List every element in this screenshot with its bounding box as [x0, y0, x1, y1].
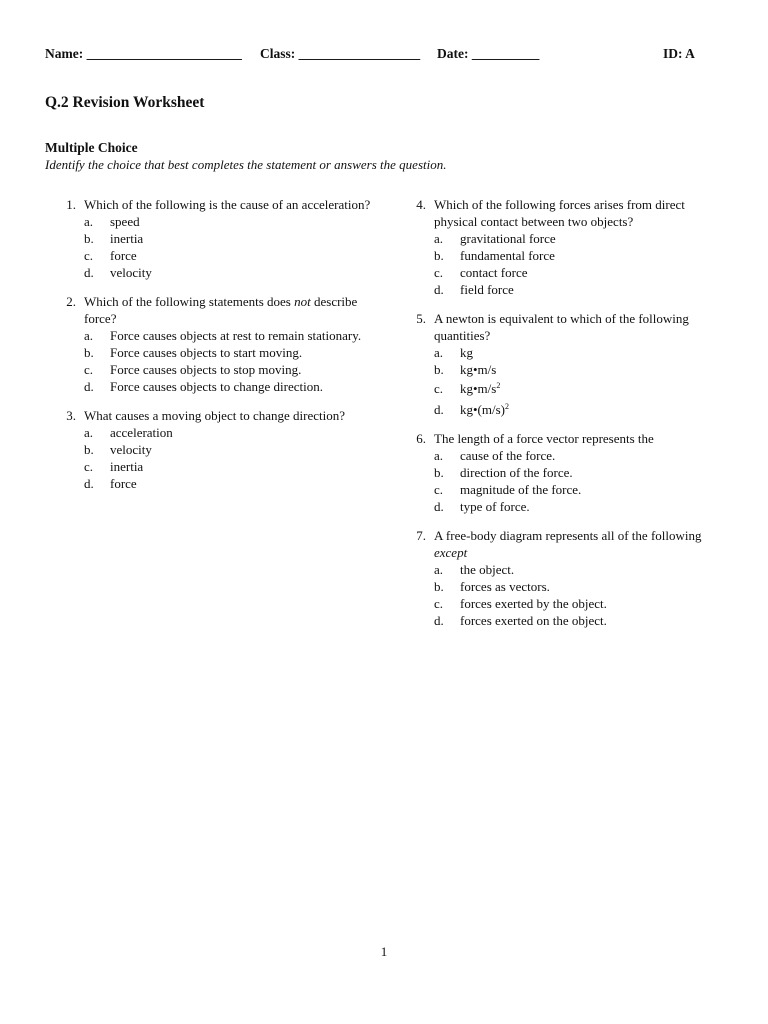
- question-5: [408, 310, 730, 418]
- option-letter: a.: [84, 425, 94, 440]
- option-text: Force causes objects to stop moving.: [110, 362, 302, 377]
- option-letter: c.: [84, 248, 94, 263]
- option-letter: d.: [434, 402, 444, 417]
- option-text: contact force: [460, 265, 528, 280]
- answer-option-c: [434, 264, 730, 281]
- answer-option-d: [84, 378, 378, 395]
- question-emphasis: not: [294, 294, 311, 309]
- questions-column-right: [408, 196, 730, 641]
- answer-option-d: [84, 264, 378, 281]
- option-letter: b.: [84, 345, 94, 360]
- option-letter: c.: [434, 381, 444, 396]
- answer-option-d: [434, 281, 730, 298]
- exponent: 2: [505, 402, 509, 411]
- question-number: 2.: [66, 294, 76, 309]
- option-letter: d.: [434, 499, 444, 514]
- date-field-label: Date: __________: [437, 46, 540, 61]
- option-text: force: [110, 476, 137, 491]
- questions-column-left: [58, 196, 378, 504]
- option-text: direction of the force.: [460, 465, 573, 480]
- answer-option-b: [434, 464, 730, 481]
- option-letter: b.: [84, 231, 94, 246]
- option-letter: c.: [84, 459, 94, 474]
- option-letter: d.: [84, 379, 94, 394]
- id-label: ID: A: [663, 46, 695, 61]
- question-number: 3.: [66, 408, 76, 423]
- question-number: 7.: [416, 528, 426, 543]
- answer-option-c: [84, 247, 378, 264]
- option-letter: a.: [434, 562, 444, 577]
- question-3: [58, 407, 378, 492]
- option-text: cause of the force.: [460, 448, 556, 463]
- option-text: forces exerted on the object.: [460, 613, 607, 628]
- answer-option-b: [84, 441, 378, 458]
- option-text: field force: [460, 282, 514, 297]
- option-text: speed: [110, 214, 140, 229]
- option-text: force: [110, 248, 137, 263]
- option-letter: a.: [434, 231, 444, 246]
- question-text: Which of the following is the cause of an acceleration?: [84, 197, 371, 212]
- answer-option-a: [434, 447, 730, 464]
- question-text-part: Which of the following statements does: [84, 294, 295, 309]
- option-text: inertia: [110, 231, 144, 246]
- answer-option-b: [84, 230, 378, 247]
- option-text: the object.: [460, 562, 515, 577]
- option-text: kg: [460, 345, 473, 360]
- question-number: 4.: [416, 197, 426, 212]
- question-text: Which of the following forces arises from direct physical contact between two objects?: [434, 197, 685, 229]
- option-text: [460, 380, 730, 397]
- worksheet-title: Q.2 Revision Worksheet: [45, 94, 205, 111]
- option-letter: c.: [84, 362, 94, 377]
- option-letter: b.: [84, 442, 94, 457]
- option-letter: a.: [84, 214, 94, 229]
- question-text: What causes a moving object to change direction?: [84, 408, 345, 423]
- answer-option-c: [434, 380, 730, 397]
- name-field-label: Name: _______________________: [45, 46, 242, 61]
- option-text: gravitational force: [460, 231, 556, 246]
- question-emphasis: except: [434, 545, 468, 560]
- unit-text: kg•(m/s): [460, 402, 505, 417]
- option-letter: d.: [434, 282, 444, 297]
- answer-option-c: [434, 595, 730, 612]
- option-letter: a.: [84, 328, 94, 343]
- answer-option-a: [434, 561, 730, 578]
- exponent: 2: [496, 381, 501, 390]
- option-letter: c.: [434, 596, 444, 611]
- option-text: Force causes objects to change direction.: [110, 379, 323, 394]
- worksheet-header: [45, 46, 700, 66]
- answer-option-a: [84, 327, 378, 344]
- answer-option-b: [434, 578, 730, 595]
- answer-option-d: [434, 401, 730, 418]
- answer-option-a: [434, 344, 730, 361]
- option-text: fundamental force: [460, 248, 555, 263]
- option-letter: b.: [434, 465, 444, 480]
- question-text: A free-body diagram represents all of the following: [434, 528, 702, 543]
- option-text: acceleration: [110, 425, 173, 440]
- section-title: Multiple Choice: [45, 140, 138, 155]
- answer-option-b: [434, 247, 730, 264]
- question-text: [84, 293, 378, 327]
- option-text: Force causes objects to start moving.: [110, 345, 303, 360]
- question-2: [58, 293, 378, 395]
- question-4: [408, 196, 730, 298]
- unit-text: kg•m/s: [460, 381, 497, 396]
- answer-option-d: [434, 498, 730, 515]
- question-number: 1.: [66, 197, 76, 212]
- option-letter: d.: [84, 476, 94, 491]
- question-7: [408, 527, 730, 629]
- question-text: The length of a force vector represents the: [434, 431, 654, 446]
- question-text: A newton is equivalent to which of the following quantities?: [434, 311, 689, 343]
- option-letter: d.: [434, 613, 444, 628]
- page-number: 1: [380, 944, 388, 959]
- option-letter: a.: [434, 345, 444, 360]
- option-text: kg•m/s: [460, 362, 497, 377]
- option-text: forces exerted by the object.: [460, 596, 607, 611]
- option-letter: b.: [434, 579, 444, 594]
- option-letter: c.: [434, 482, 444, 497]
- option-letter: a.: [434, 448, 444, 463]
- answer-option-b: [84, 344, 378, 361]
- option-text: inertia: [110, 459, 144, 474]
- option-text: Force causes objects at rest to remain stationary.: [110, 328, 362, 343]
- section-instructions: Identify the choice that best completes the statement or answers the question.: [45, 157, 447, 172]
- answer-option-c: [84, 458, 378, 475]
- option-letter: b.: [434, 362, 444, 377]
- answer-option-b: [434, 361, 730, 378]
- answer-option-a: [84, 424, 378, 441]
- option-text: type of force.: [460, 499, 530, 514]
- question-number: 5.: [416, 311, 426, 326]
- option-letter: d.: [84, 265, 94, 280]
- question-6: [408, 430, 730, 515]
- option-letter: b.: [434, 248, 444, 263]
- answer-option-c: [434, 481, 730, 498]
- answer-option-a: [84, 213, 378, 230]
- question-1: [58, 196, 378, 281]
- class-field-label: Class: __________________: [260, 46, 421, 61]
- question-text-part: describe force?: [84, 294, 358, 326]
- answer-option-a: [434, 230, 730, 247]
- option-text: velocity: [110, 265, 152, 280]
- option-letter: c.: [434, 265, 444, 280]
- question-number: 6.: [416, 431, 426, 446]
- option-text: magnitude of the force.: [460, 482, 582, 497]
- answer-option-c: [84, 361, 378, 378]
- option-text: velocity: [110, 442, 152, 457]
- answer-option-d: [84, 475, 378, 492]
- option-text: [460, 401, 730, 418]
- answer-option-d: [434, 612, 730, 629]
- option-text: forces as vectors.: [460, 579, 550, 594]
